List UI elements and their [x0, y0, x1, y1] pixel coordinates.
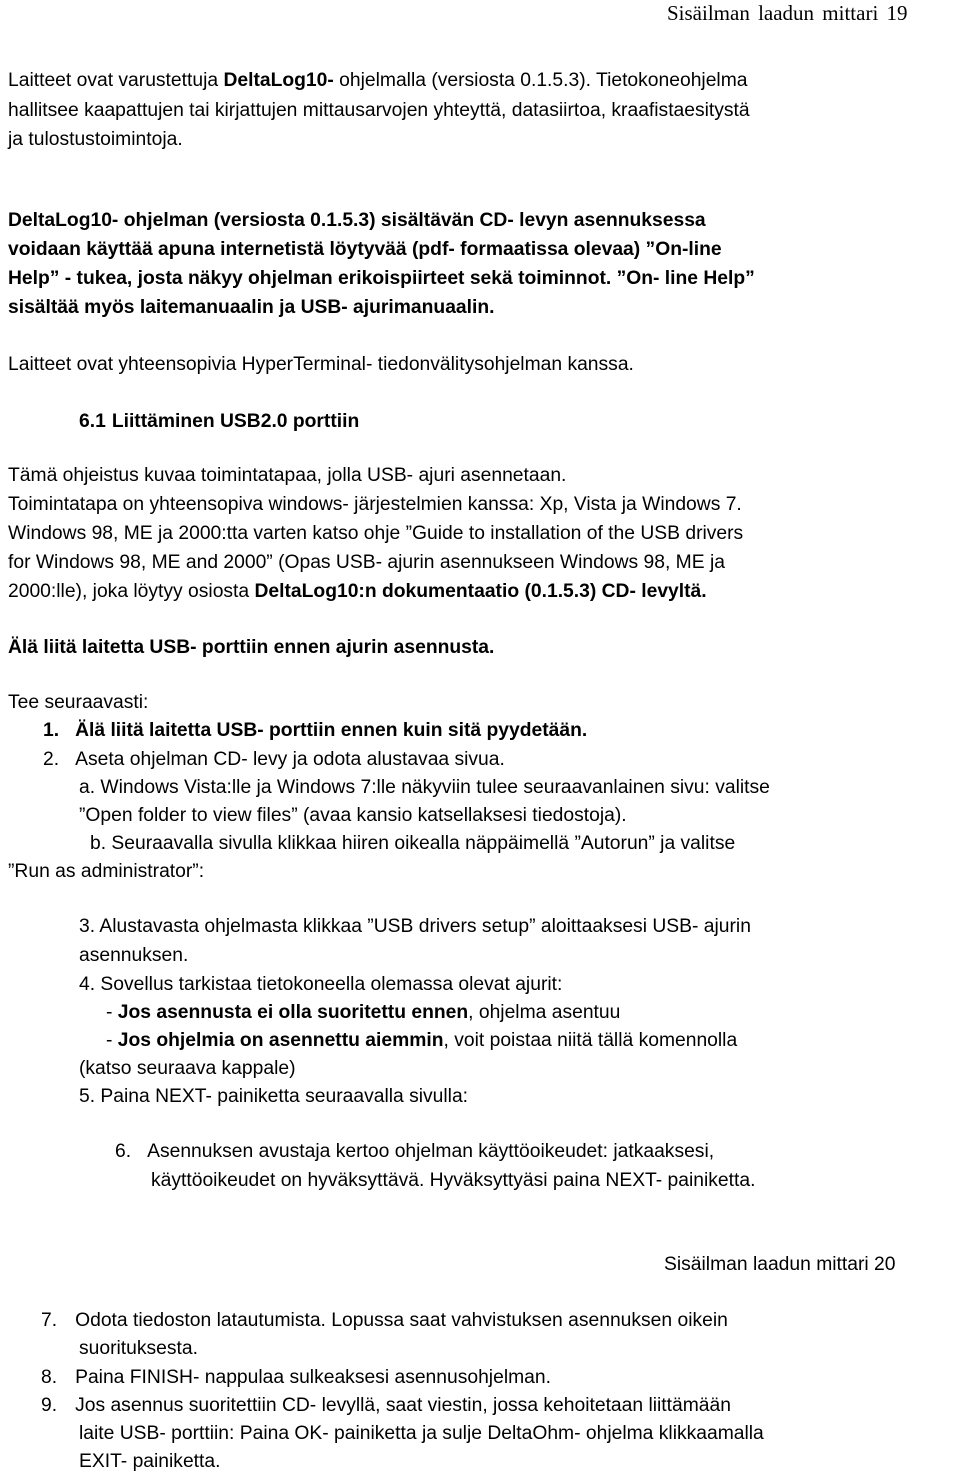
- text-line: voidaan käyttää apuna internetistä löytyvää (pdf- formaatissa olevaa) ”On-line: [8, 239, 722, 260]
- list-item: 8. Paina FINISH- nappulaa sulkeaksesi asennusohjelman.: [41, 1367, 551, 1388]
- text-line: Tämä ohjeistus kuvaa toimintatapaa, jolla USB- ajuri asennetaan.: [8, 465, 567, 486]
- page-header: Sisäilman laadun mittari 20: [664, 1254, 896, 1275]
- list-item: 3. Alustavasta ohjelmasta klikkaa ”USB drivers setup” aloittaaksesi USB- ajurin: [79, 916, 751, 937]
- list-item: b. Seuraavalla sivulla klikkaa hiiren oikealla näppäimellä ”Autorun” ja valitse: [90, 833, 736, 854]
- steps-intro: Tee seuraavasti:: [8, 692, 149, 713]
- text-line: ”Open folder to view files” (avaa kansio katsellaksesi tiedostoja).: [79, 805, 627, 826]
- text-line: suorituksesta.: [79, 1338, 198, 1359]
- page-header: Sisäilman laadun mittari 19: [667, 1, 908, 25]
- section-number: 6.1: [79, 411, 106, 432]
- text-line: hallitsee kaapattujen tai kirjattujen mittausarvojen yhteyttä, datasiirtoa, kraafistaesitystä: [8, 100, 750, 121]
- sub-item: - Jos asennusta ei olla suoritettu ennen, ohjelma asentuu: [106, 1002, 621, 1023]
- text-line: Laitteet ovat varustettuja DeltaLog10- ohjelmalla (versiosta 0.1.5.3). Tietokoneohjelma: [8, 70, 748, 91]
- text-line: DeltaLog10- ohjelman (versiosta 0.1.5.3) sisältävän CD- levyn asennuksessa: [8, 210, 706, 231]
- list-item: 9. Jos asennus suoritettiin CD- levyllä, saat viestin, jossa kehoitetaan liittämään: [41, 1395, 731, 1416]
- list-item: 7. Odota tiedoston latautumista. Lopussa saat vahvistuksen asennuksen oikein: [41, 1310, 728, 1331]
- list-item: a. Windows Vista:lle ja Windows 7:lle näkyviin tulee seuraavanlainen sivu: valitse: [79, 777, 770, 798]
- text-line: (katso seuraava kappale): [79, 1058, 296, 1079]
- text-line: Help” - tukea, josta näkyy ohjelman erikoispiirteet sekä toiminnot. ”On- line Help”: [8, 268, 755, 289]
- warning-text: Älä liitä laitetta USB- porttiin ennen ajurin asennusta.: [8, 637, 495, 658]
- text-line: 2000:lle), joka löytyy osiosta DeltaLog10:n dokumentaatio (0.1.5.3) CD- levyltä.: [8, 581, 707, 602]
- list-item: 2. Aseta ohjelman CD- levy ja odota alustavaa sivua.: [43, 749, 505, 770]
- section-heading: [79, 412, 359, 431]
- text-line: ja tulostustoimintoja.: [8, 129, 183, 150]
- text-line: Windows 98, ME ja 2000:tta varten katso ohje ”Guide to installation of the USB drivers: [8, 523, 744, 544]
- text-line: for Windows 98, ME and 2000” (Opas USB- ajurin asennukseen Windows 98, ME ja: [8, 552, 725, 573]
- sub-item: - Jos ohjelmia on asennettu aiemmin, voit poistaa niitä tällä komennolla: [106, 1030, 738, 1051]
- compatibility-note: Laitteet ovat yhteensopivia HyperTerminal- tiedonvälitysohjelman kanssa.: [8, 354, 634, 375]
- text-line: sisältää myös laitemanuaalin ja USB- ajurimanuaalin.: [8, 297, 495, 318]
- list-item: 1. Älä liitä laitetta USB- porttiin ennen kuin sitä pyydetään.: [43, 720, 588, 741]
- text-line: käyttöoikeudet on hyväksyttävä. Hyväksyttyäsi paina NEXT- painiketta.: [151, 1170, 756, 1191]
- text-line: Toimintatapa on yhteensopiva windows- järjestelmien kanssa: Xp, Vista ja Windows 7.: [8, 494, 742, 515]
- text-line: EXIT- painiketta.: [79, 1451, 221, 1472]
- list-item: 6. Asennuksen avustaja kertoo ohjelman käyttöoikeudet: jatkaaksesi,: [115, 1141, 715, 1162]
- text-line: laite USB- porttiin: Paina OK- painiketta ja sulje DeltaOhm- ohjelma klikkaamalla: [79, 1423, 764, 1444]
- section-title: Liittäminen USB2.0 porttiin: [111, 411, 360, 432]
- text-line: ”Run as administrator”:: [8, 861, 205, 882]
- list-item: 5. Paina NEXT- painiketta seuraavalla sivulla:: [79, 1086, 469, 1107]
- list-item: 4. Sovellus tarkistaa tietokoneella olemassa olevat ajurit:: [79, 974, 563, 995]
- text-line: asennuksen.: [79, 945, 189, 966]
